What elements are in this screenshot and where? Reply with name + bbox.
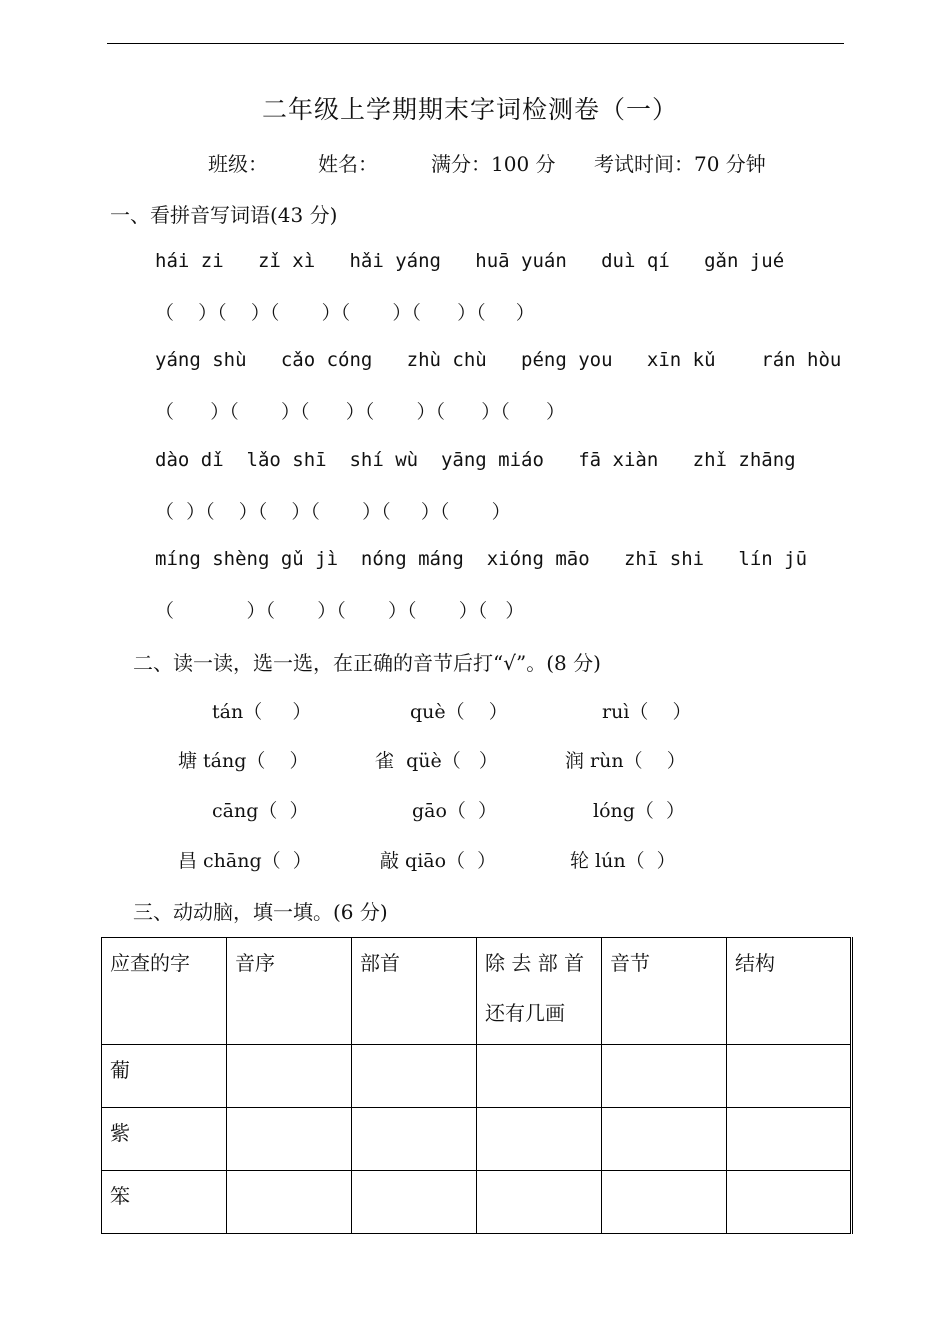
table-header-row [102,938,852,1045]
answer-cell[interactable] [602,1171,727,1234]
header-radical: 部首 [352,938,477,1045]
answer-cell[interactable] [477,1045,602,1108]
answer-brackets-row-3[interactable]: （ ）（ ）（ ）（ ）（ ）（ ） [155,501,511,523]
row-char: 紫 [102,1108,227,1171]
page-title: 二年级上学期期末字词检测卷（一） [261,95,678,124]
header-strokes-line1: 除 去 部 首 [485,951,585,975]
answer-cell[interactable] [227,1045,352,1108]
row-char: 葡 [102,1045,227,1108]
full-score: 满分：100 分 [431,152,556,176]
header-syllable: 音节 [602,938,727,1045]
answer-brackets-row-2[interactable]: （ ）（ ）（ ）（ ）（ ）（ ） [155,401,566,423]
option-gao[interactable]: gāo（ ） [412,800,498,822]
option-chang[interactable]: 昌 chāng（ ） [178,850,312,872]
table-row [102,1045,852,1108]
option-run[interactable]: 润 rùn（ ） [565,750,686,772]
option-que[interactable]: què（ ） [410,701,508,723]
row-char: 笨 [102,1171,227,1234]
option-lun[interactable]: 轮 lún（ ） [570,850,676,872]
option-qiao[interactable]: 敲 qiāo（ ） [380,850,497,872]
answer-cell[interactable] [477,1171,602,1234]
name-label: 姓名： [318,152,378,176]
option-que2[interactable]: 雀 qüè（ ） [375,750,498,772]
option-tan[interactable]: tán（ ） [212,701,312,723]
section2-heading: 二、读一读，选一选，在正确的音节后打“√”。(8 分) [133,651,601,675]
section3-heading: 三、动动脑，填一填。(6 分) [133,900,388,924]
answer-cell[interactable] [227,1108,352,1171]
answer-brackets-row-1[interactable]: （ ）（ ）（ ）（ ）（ ）（ ） [155,302,535,324]
table-row [102,1108,852,1171]
answer-brackets-row-4[interactable]: （ ）（ ）（ ）（ ）（ ） [155,600,525,622]
section1-heading: 一、看拼音写词语(43 分) [110,203,338,227]
option-tang[interactable]: 塘 táng（ ） [178,750,309,772]
header-structure: 结构 [727,938,852,1045]
header-char: 应查的字 [102,938,227,1045]
answer-cell[interactable] [352,1108,477,1171]
top-rule [107,43,844,44]
answer-cell[interactable] [352,1171,477,1234]
pinyin-row-4: míng shèng gǔ jì nóng máng xióng māo zhī shi lín jū [155,548,808,570]
header-strokes [477,938,602,1045]
table-row [102,1171,852,1234]
header-strokes-line2: 还有几画 [485,1001,565,1025]
pinyin-row-2: yáng shù cǎo cóng zhù chù péng you xīn kǔ rán hòu [155,349,842,371]
dictionary-lookup-table [101,937,853,1234]
answer-cell[interactable] [477,1108,602,1171]
answer-cell[interactable] [727,1171,852,1234]
answer-cell[interactable] [602,1108,727,1171]
exam-time: 考试时间：70 分钟 [594,152,766,176]
pinyin-row-3: dào dǐ lǎo shī shí wù yāng miáo fā xiàn zhǐ zhāng [155,449,796,471]
option-cang[interactable]: cāng（ ） [212,800,309,822]
option-rui[interactable]: ruì（ ） [602,701,692,723]
answer-cell[interactable] [227,1171,352,1234]
answer-cell[interactable] [602,1045,727,1108]
answer-cell[interactable] [727,1045,852,1108]
pinyin-row-1: hái zi zǐ xì hǎi yáng huā yuán duì qí gǎn jué [155,250,785,272]
header-order: 音序 [227,938,352,1045]
class-label: 班级： [208,152,268,176]
answer-cell[interactable] [727,1108,852,1171]
option-long[interactable]: lóng（ ） [593,800,685,822]
answer-cell[interactable] [352,1045,477,1108]
